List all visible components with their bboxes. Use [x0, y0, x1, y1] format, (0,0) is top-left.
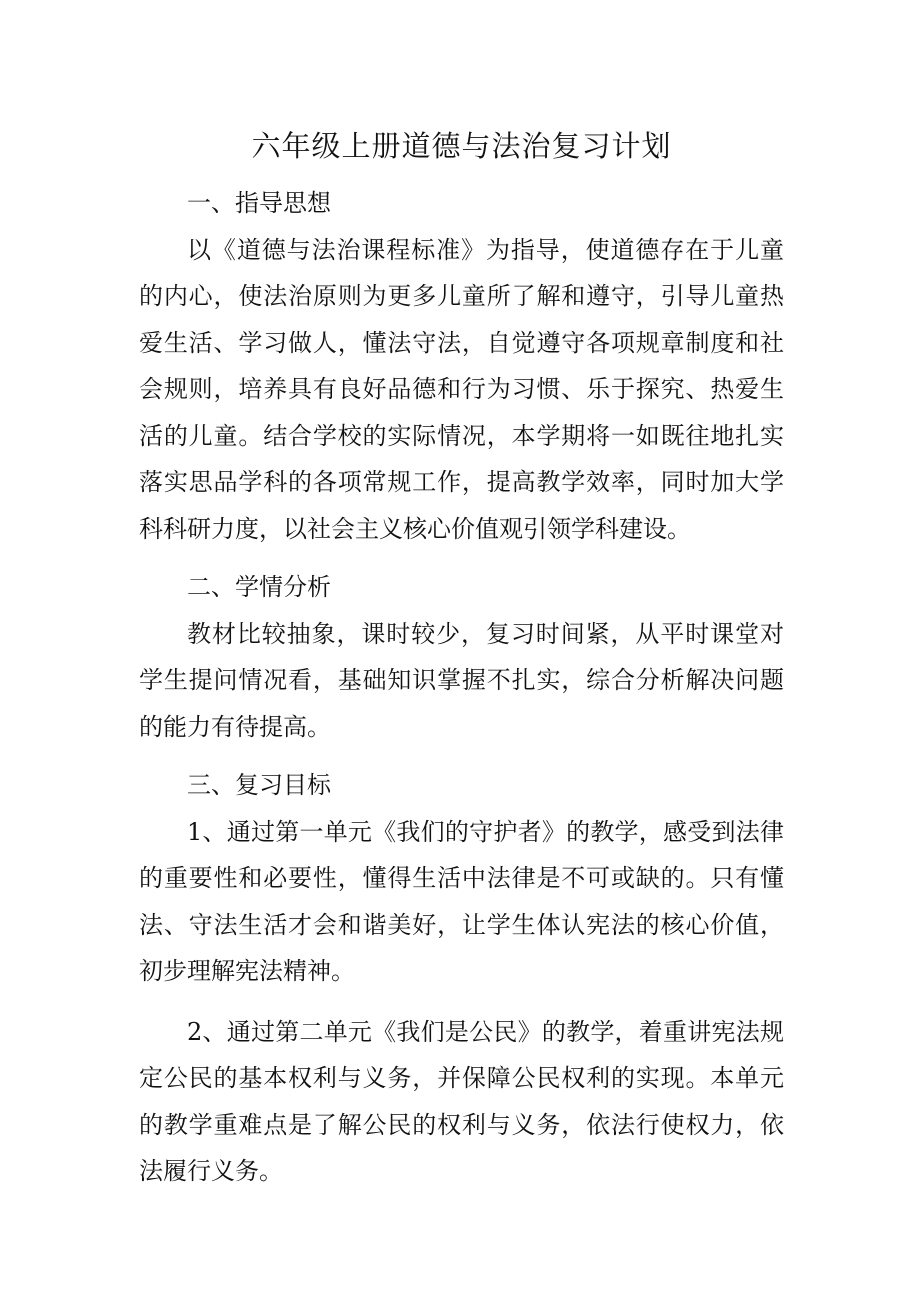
document-title: 六年级上册道德与法治复习计划: [251, 129, 672, 163]
section-paragraph: 1、通过第一单元《我们的守护者》的教学，感受到法律的重要性和必要性，懂得生活中法律是不可或缺的。只有懂法、守法生活才会和谐美好，让学生体认宪法的核心价值，初步理解宪法精神。: [139, 817, 784, 985]
document-page: [139, 126, 784, 1195]
section-heading: 三、复习目标: [187, 771, 331, 799]
section-paragraph: 教材比较抽象，课时较少，复习时间紧，从平时课堂对学生提问情况看，基础知识掌握不扎实，综合分析解决问题的能力有待提高。: [139, 619, 784, 741]
section-paragraph: 以《道德与法治课程标准》为指导，使道德存在于儿童的内心，使法治原则为更多儿童所了解和遵守，引导儿童热爱生活、学习做人，懂法守法，自觉遵守各项规章制度和社会规则，培养具有良好品德和行为习惯、乐于探究、热爱生活的儿童。结合学校的实际情况，本学期将一如既往地扎实落实思品学科的各项常规工作，提高教学效率，同时加大学科科研力度，以社会主义核心价值观引领学科建设。: [139, 235, 784, 543]
section-review-goals: [139, 762, 784, 1195]
section-paragraph: 2、通过第二单元《我们是公民》的教学，着重讲宪法规定公民的基本权利与义务，并保障公民权利的实现。本单元的教学重难点是了解公民的权利与义务，依法行使权力，依法履行义务。: [139, 1017, 784, 1185]
section-heading: 二、学情分析: [187, 573, 331, 601]
section-heading: 一、指导思想: [187, 189, 331, 217]
section-learning-analysis: [139, 564, 784, 750]
section-guiding-ideology: [139, 180, 784, 552]
